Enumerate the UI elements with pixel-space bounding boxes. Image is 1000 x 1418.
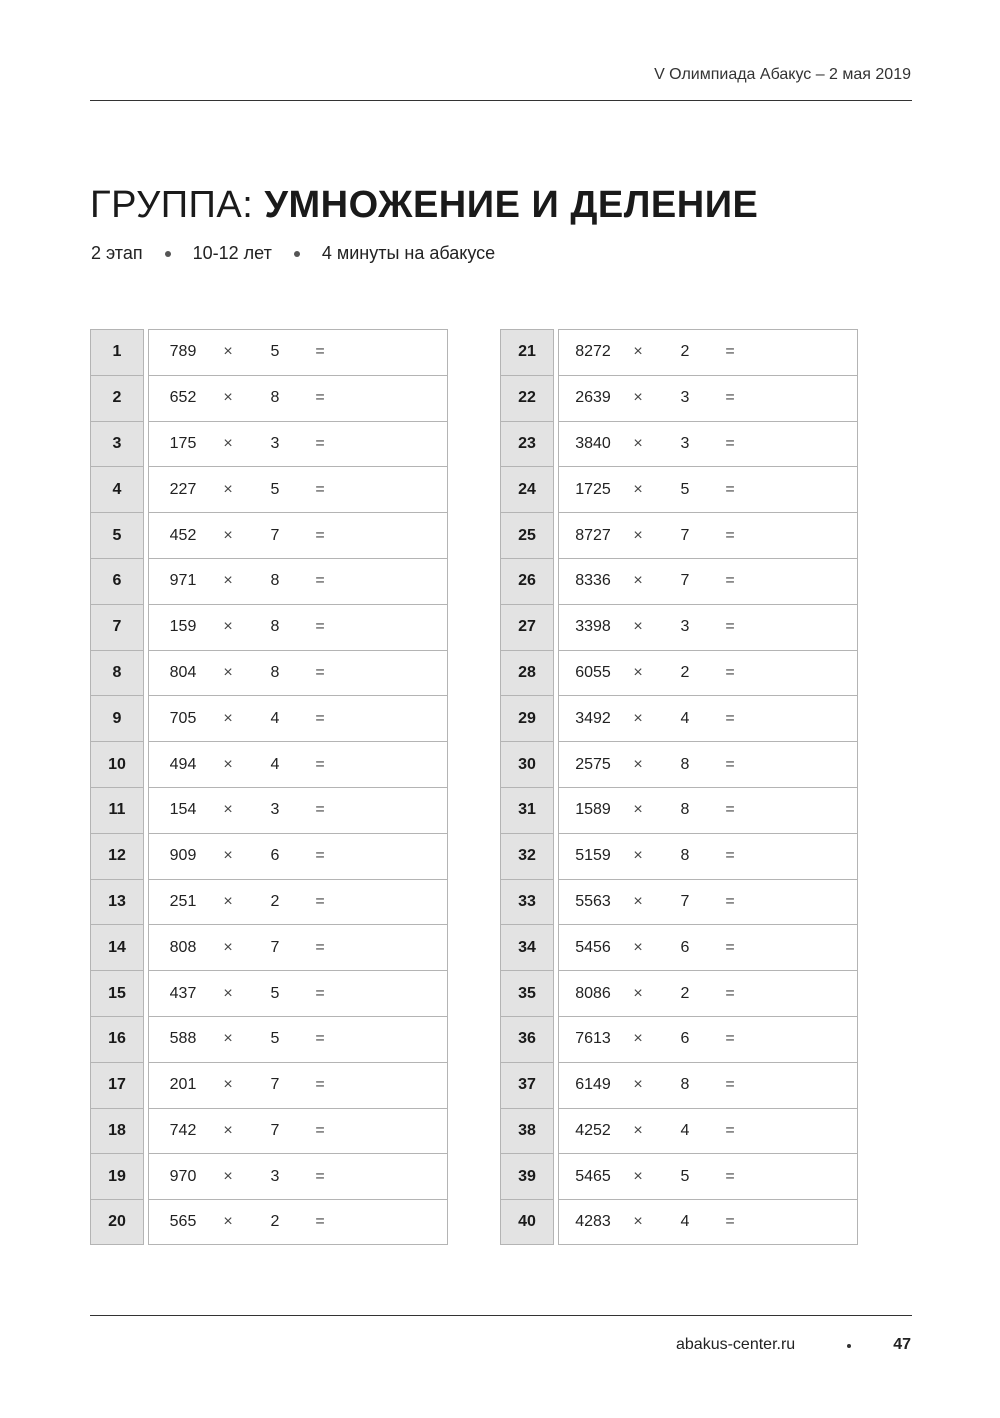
task-row bbox=[90, 787, 448, 833]
equals-sign: = bbox=[315, 663, 325, 681]
equals-sign: = bbox=[315, 1213, 325, 1231]
task-number: 14 bbox=[90, 924, 144, 970]
task-row bbox=[500, 1153, 858, 1199]
operand-b: 3 bbox=[270, 801, 280, 819]
operand-b: 6 bbox=[680, 1030, 690, 1048]
operand-b: 2 bbox=[270, 892, 280, 910]
task-row bbox=[90, 1108, 448, 1154]
operand-a: 742 bbox=[169, 1121, 197, 1139]
multiply-sign: × bbox=[633, 1121, 643, 1139]
multiply-sign: × bbox=[223, 1213, 233, 1231]
task-row bbox=[90, 1062, 448, 1108]
task-expression bbox=[558, 1199, 858, 1245]
equals-sign: = bbox=[725, 526, 735, 544]
multiply-sign: × bbox=[633, 663, 643, 681]
header-event-title: V Олимпиада Абакус – 2 мая 2019 bbox=[654, 66, 911, 83]
task-row bbox=[90, 604, 448, 650]
task-number: 1 bbox=[90, 329, 144, 375]
task-number: 25 bbox=[500, 512, 554, 558]
task-number: 32 bbox=[500, 833, 554, 879]
task-table-left bbox=[90, 329, 448, 1245]
task-expression bbox=[558, 421, 858, 467]
multiply-sign: × bbox=[223, 526, 233, 544]
operand-a: 970 bbox=[169, 1167, 197, 1185]
task-expression bbox=[148, 924, 448, 970]
task-expression bbox=[148, 604, 448, 650]
task-expression bbox=[558, 879, 858, 925]
operand-b: 8 bbox=[680, 755, 690, 773]
operand-b: 7 bbox=[680, 892, 690, 910]
task-expression bbox=[148, 421, 448, 467]
task-number: 23 bbox=[500, 421, 554, 467]
operand-a: 804 bbox=[169, 663, 197, 681]
task-row bbox=[500, 924, 858, 970]
multiply-sign: × bbox=[223, 618, 233, 636]
task-expression bbox=[148, 375, 448, 421]
task-row bbox=[90, 1199, 448, 1245]
task-row bbox=[500, 833, 858, 879]
operand-b: 7 bbox=[270, 526, 280, 544]
operand-b: 4 bbox=[680, 1121, 690, 1139]
multiply-sign: × bbox=[223, 389, 233, 407]
operand-a: 909 bbox=[169, 847, 197, 865]
task-number: 37 bbox=[500, 1062, 554, 1108]
equals-sign: = bbox=[315, 1030, 325, 1048]
task-expression bbox=[148, 695, 448, 741]
multiply-sign: × bbox=[223, 1167, 233, 1185]
task-number: 21 bbox=[500, 329, 554, 375]
task-expression bbox=[558, 650, 858, 696]
task-row bbox=[90, 741, 448, 787]
equals-sign: = bbox=[315, 434, 325, 452]
operand-a: 5456 bbox=[575, 938, 611, 956]
multiply-sign: × bbox=[633, 618, 643, 636]
operand-b: 7 bbox=[270, 1076, 280, 1094]
operand-b: 7 bbox=[270, 1121, 280, 1139]
operand-a: 4283 bbox=[575, 1213, 611, 1231]
task-row bbox=[90, 329, 448, 375]
task-row bbox=[500, 512, 858, 558]
equals-sign: = bbox=[725, 847, 735, 865]
equals-sign: = bbox=[725, 663, 735, 681]
equals-sign: = bbox=[315, 847, 325, 865]
task-number: 29 bbox=[500, 695, 554, 741]
task-expression bbox=[558, 741, 858, 787]
task-number: 15 bbox=[90, 970, 144, 1016]
task-expression bbox=[558, 970, 858, 1016]
equals-sign: = bbox=[725, 618, 735, 636]
task-row bbox=[500, 421, 858, 467]
operand-a: 652 bbox=[169, 389, 197, 407]
operand-b: 7 bbox=[680, 572, 690, 590]
operand-b: 2 bbox=[270, 1213, 280, 1231]
operand-b: 2 bbox=[680, 984, 690, 1002]
task-row bbox=[90, 970, 448, 1016]
multiply-sign: × bbox=[223, 938, 233, 956]
operand-b: 3 bbox=[680, 434, 690, 452]
task-number: 13 bbox=[90, 879, 144, 925]
operand-a: 251 bbox=[169, 892, 197, 910]
task-number: 8 bbox=[90, 650, 144, 696]
equals-sign: = bbox=[725, 1167, 735, 1185]
operand-b: 3 bbox=[680, 618, 690, 636]
multiply-sign: × bbox=[633, 847, 643, 865]
operand-b: 8 bbox=[270, 618, 280, 636]
task-number: 4 bbox=[90, 466, 144, 512]
task-row bbox=[90, 833, 448, 879]
operand-b: 4 bbox=[270, 709, 280, 727]
task-expression bbox=[558, 924, 858, 970]
operand-b: 4 bbox=[270, 755, 280, 773]
task-row bbox=[500, 1016, 858, 1062]
operand-a: 5465 bbox=[575, 1167, 611, 1185]
equals-sign: = bbox=[725, 892, 735, 910]
task-row bbox=[90, 695, 448, 741]
task-number: 26 bbox=[500, 558, 554, 604]
task-expression bbox=[148, 1153, 448, 1199]
multiply-sign: × bbox=[633, 1213, 643, 1231]
task-expression bbox=[558, 787, 858, 833]
equals-sign: = bbox=[315, 1076, 325, 1094]
task-number: 12 bbox=[90, 833, 144, 879]
equals-sign: = bbox=[725, 1213, 735, 1231]
operand-b: 5 bbox=[680, 480, 690, 498]
task-expression bbox=[148, 1016, 448, 1062]
task-number: 10 bbox=[90, 741, 144, 787]
operand-a: 705 bbox=[169, 709, 197, 727]
operand-b: 6 bbox=[680, 938, 690, 956]
equals-sign: = bbox=[725, 984, 735, 1002]
multiply-sign: × bbox=[223, 480, 233, 498]
task-row bbox=[500, 1062, 858, 1108]
operand-a: 5159 bbox=[575, 847, 611, 865]
task-row bbox=[500, 375, 858, 421]
operand-a: 2575 bbox=[575, 755, 611, 773]
task-row bbox=[90, 558, 448, 604]
task-expression bbox=[558, 604, 858, 650]
operand-a: 1589 bbox=[575, 801, 611, 819]
operand-a: 3840 bbox=[575, 434, 611, 452]
operand-a: 201 bbox=[169, 1076, 197, 1094]
multiply-sign: × bbox=[223, 343, 233, 361]
operand-a: 154 bbox=[169, 801, 197, 819]
task-row bbox=[500, 604, 858, 650]
multiply-sign: × bbox=[223, 892, 233, 910]
title-main: УМНОЖЕНИЕ И ДЕЛЕНИЕ bbox=[264, 184, 759, 226]
equals-sign: = bbox=[315, 709, 325, 727]
footer-divider bbox=[90, 1315, 912, 1316]
multiply-sign: × bbox=[633, 343, 643, 361]
multiply-sign: × bbox=[633, 480, 643, 498]
multiply-sign: × bbox=[633, 572, 643, 590]
subtitle-stage: 2 этап bbox=[91, 243, 143, 263]
task-expression bbox=[558, 695, 858, 741]
multiply-sign: × bbox=[223, 984, 233, 1002]
multiply-sign: × bbox=[633, 526, 643, 544]
header-divider bbox=[90, 100, 912, 101]
task-table-right bbox=[500, 329, 858, 1245]
operand-a: 159 bbox=[169, 618, 197, 636]
equals-sign: = bbox=[315, 618, 325, 636]
equals-sign: = bbox=[725, 343, 735, 361]
equals-sign: = bbox=[315, 984, 325, 1002]
task-expression bbox=[558, 329, 858, 375]
task-number: 9 bbox=[90, 695, 144, 741]
task-expression bbox=[148, 1062, 448, 1108]
task-row bbox=[90, 924, 448, 970]
multiply-sign: × bbox=[633, 801, 643, 819]
operand-a: 175 bbox=[169, 434, 197, 452]
task-number: 24 bbox=[500, 466, 554, 512]
task-row bbox=[90, 1153, 448, 1199]
task-number: 38 bbox=[500, 1108, 554, 1154]
task-number: 11 bbox=[90, 787, 144, 833]
operand-b: 5 bbox=[270, 1030, 280, 1048]
equals-sign: = bbox=[725, 480, 735, 498]
operand-b: 4 bbox=[680, 1213, 690, 1231]
multiply-sign: × bbox=[633, 434, 643, 452]
task-row bbox=[90, 1016, 448, 1062]
equals-sign: = bbox=[725, 1076, 735, 1094]
task-number: 31 bbox=[500, 787, 554, 833]
page-title bbox=[90, 182, 758, 228]
equals-sign: = bbox=[315, 526, 325, 544]
task-expression bbox=[148, 512, 448, 558]
operand-b: 7 bbox=[680, 526, 690, 544]
footer-site-link[interactable]: abakus-center.ru bbox=[676, 1336, 796, 1353]
task-row bbox=[90, 650, 448, 696]
operand-a: 789 bbox=[169, 343, 197, 361]
task-expression bbox=[558, 558, 858, 604]
operand-a: 494 bbox=[169, 755, 197, 773]
multiply-sign: × bbox=[223, 709, 233, 727]
operand-b: 8 bbox=[270, 663, 280, 681]
subtitle bbox=[91, 243, 495, 264]
multiply-sign: × bbox=[633, 938, 643, 956]
multiply-sign: × bbox=[223, 755, 233, 773]
task-expression bbox=[558, 512, 858, 558]
equals-sign: = bbox=[315, 755, 325, 773]
operand-a: 8727 bbox=[575, 526, 611, 544]
operand-b: 8 bbox=[680, 1076, 690, 1094]
equals-sign: = bbox=[725, 709, 735, 727]
task-expression bbox=[148, 650, 448, 696]
multiply-sign: × bbox=[223, 663, 233, 681]
operand-a: 6149 bbox=[575, 1076, 611, 1094]
footer-bullet-dot bbox=[847, 1344, 851, 1348]
equals-sign: = bbox=[725, 1121, 735, 1139]
operand-a: 8272 bbox=[575, 343, 611, 361]
task-number: 36 bbox=[500, 1016, 554, 1062]
operand-b: 2 bbox=[680, 663, 690, 681]
task-number: 6 bbox=[90, 558, 144, 604]
operand-b: 5 bbox=[270, 480, 280, 498]
task-row bbox=[90, 512, 448, 558]
equals-sign: = bbox=[725, 572, 735, 590]
operand-b: 8 bbox=[680, 847, 690, 865]
task-expression bbox=[558, 833, 858, 879]
task-expression bbox=[148, 1199, 448, 1245]
operand-a: 7613 bbox=[575, 1030, 611, 1048]
task-number: 5 bbox=[90, 512, 144, 558]
task-expression bbox=[148, 558, 448, 604]
equals-sign: = bbox=[315, 801, 325, 819]
task-expression bbox=[148, 329, 448, 375]
task-number: 22 bbox=[500, 375, 554, 421]
equals-sign: = bbox=[725, 938, 735, 956]
operand-b: 6 bbox=[270, 847, 280, 865]
operand-a: 3492 bbox=[575, 709, 611, 727]
task-expression bbox=[558, 466, 858, 512]
equals-sign: = bbox=[725, 801, 735, 819]
operand-b: 7 bbox=[270, 938, 280, 956]
task-number: 28 bbox=[500, 650, 554, 696]
operand-b: 5 bbox=[680, 1167, 690, 1185]
task-expression bbox=[558, 1153, 858, 1199]
task-expression bbox=[148, 833, 448, 879]
task-row bbox=[500, 695, 858, 741]
task-row bbox=[500, 879, 858, 925]
operand-a: 437 bbox=[169, 984, 197, 1002]
bullet-dot bbox=[294, 251, 300, 257]
operand-a: 4252 bbox=[575, 1121, 611, 1139]
task-number: 2 bbox=[90, 375, 144, 421]
subtitle-time: 4 минуты на абакусе bbox=[321, 243, 496, 263]
multiply-sign: × bbox=[633, 1076, 643, 1094]
multiply-sign: × bbox=[223, 801, 233, 819]
task-number: 40 bbox=[500, 1199, 554, 1245]
operand-a: 565 bbox=[169, 1213, 197, 1231]
task-expression bbox=[148, 466, 448, 512]
multiply-sign: × bbox=[633, 709, 643, 727]
task-expression bbox=[148, 787, 448, 833]
task-number: 34 bbox=[500, 924, 554, 970]
operand-a: 227 bbox=[169, 480, 197, 498]
operand-a: 808 bbox=[169, 938, 197, 956]
operand-b: 8 bbox=[680, 801, 690, 819]
task-row bbox=[500, 650, 858, 696]
operand-b: 8 bbox=[270, 389, 280, 407]
page-number: 47 bbox=[893, 1336, 911, 1353]
multiply-sign: × bbox=[633, 1167, 643, 1185]
task-number: 3 bbox=[90, 421, 144, 467]
operand-a: 588 bbox=[169, 1030, 197, 1048]
multiply-sign: × bbox=[223, 572, 233, 590]
subtitle-age: 10-12 лет bbox=[192, 243, 272, 263]
equals-sign: = bbox=[315, 389, 325, 407]
operand-b: 5 bbox=[270, 343, 280, 361]
task-row bbox=[500, 1199, 858, 1245]
task-row bbox=[90, 879, 448, 925]
multiply-sign: × bbox=[223, 434, 233, 452]
task-number: 7 bbox=[90, 604, 144, 650]
task-row bbox=[500, 466, 858, 512]
equals-sign: = bbox=[725, 389, 735, 407]
task-row bbox=[500, 1108, 858, 1154]
task-expression bbox=[558, 1108, 858, 1154]
task-number: 16 bbox=[90, 1016, 144, 1062]
task-number: 39 bbox=[500, 1153, 554, 1199]
task-row bbox=[90, 421, 448, 467]
multiply-sign: × bbox=[223, 847, 233, 865]
equals-sign: = bbox=[315, 572, 325, 590]
operand-b: 2 bbox=[680, 343, 690, 361]
operand-a: 3398 bbox=[575, 618, 611, 636]
equals-sign: = bbox=[315, 1167, 325, 1185]
multiply-sign: × bbox=[633, 755, 643, 773]
task-row bbox=[90, 466, 448, 512]
task-row bbox=[500, 787, 858, 833]
equals-sign: = bbox=[725, 755, 735, 773]
operand-a: 1725 bbox=[575, 480, 611, 498]
multiply-sign: × bbox=[223, 1030, 233, 1048]
equals-sign: = bbox=[725, 434, 735, 452]
equals-sign: = bbox=[315, 1121, 325, 1139]
operand-b: 8 bbox=[270, 572, 280, 590]
task-expression bbox=[148, 1108, 448, 1154]
operand-a: 2639 bbox=[575, 389, 611, 407]
task-expression bbox=[148, 970, 448, 1016]
task-row bbox=[500, 558, 858, 604]
task-number: 35 bbox=[500, 970, 554, 1016]
operand-b: 5 bbox=[270, 984, 280, 1002]
task-row bbox=[500, 329, 858, 375]
task-number: 17 bbox=[90, 1062, 144, 1108]
equals-sign: = bbox=[315, 480, 325, 498]
task-row bbox=[90, 375, 448, 421]
task-expression bbox=[558, 1062, 858, 1108]
operand-a: 6055 bbox=[575, 663, 611, 681]
operand-b: 3 bbox=[270, 434, 280, 452]
task-number: 30 bbox=[500, 741, 554, 787]
title-prefix: ГРУППА: bbox=[90, 184, 254, 226]
equals-sign: = bbox=[315, 343, 325, 361]
operand-b: 3 bbox=[680, 389, 690, 407]
operand-a: 5563 bbox=[575, 892, 611, 910]
task-row bbox=[500, 970, 858, 1016]
equals-sign: = bbox=[315, 892, 325, 910]
multiply-sign: × bbox=[223, 1121, 233, 1139]
equals-sign: = bbox=[315, 938, 325, 956]
operand-a: 971 bbox=[169, 572, 197, 590]
bullet-dot bbox=[165, 251, 171, 257]
task-number: 20 bbox=[90, 1199, 144, 1245]
task-expression bbox=[558, 375, 858, 421]
task-number: 27 bbox=[500, 604, 554, 650]
task-expression bbox=[148, 741, 448, 787]
operand-a: 8336 bbox=[575, 572, 611, 590]
task-row bbox=[500, 741, 858, 787]
task-expression bbox=[558, 1016, 858, 1062]
multiply-sign: × bbox=[633, 1030, 643, 1048]
operand-a: 452 bbox=[169, 526, 197, 544]
multiply-sign: × bbox=[633, 892, 643, 910]
task-number: 33 bbox=[500, 879, 554, 925]
operand-a: 8086 bbox=[575, 984, 611, 1002]
multiply-sign: × bbox=[633, 984, 643, 1002]
multiply-sign: × bbox=[633, 389, 643, 407]
task-number: 18 bbox=[90, 1108, 144, 1154]
multiply-sign: × bbox=[223, 1076, 233, 1094]
equals-sign: = bbox=[725, 1030, 735, 1048]
operand-b: 4 bbox=[680, 709, 690, 727]
task-expression bbox=[148, 879, 448, 925]
task-number: 19 bbox=[90, 1153, 144, 1199]
operand-b: 3 bbox=[270, 1167, 280, 1185]
